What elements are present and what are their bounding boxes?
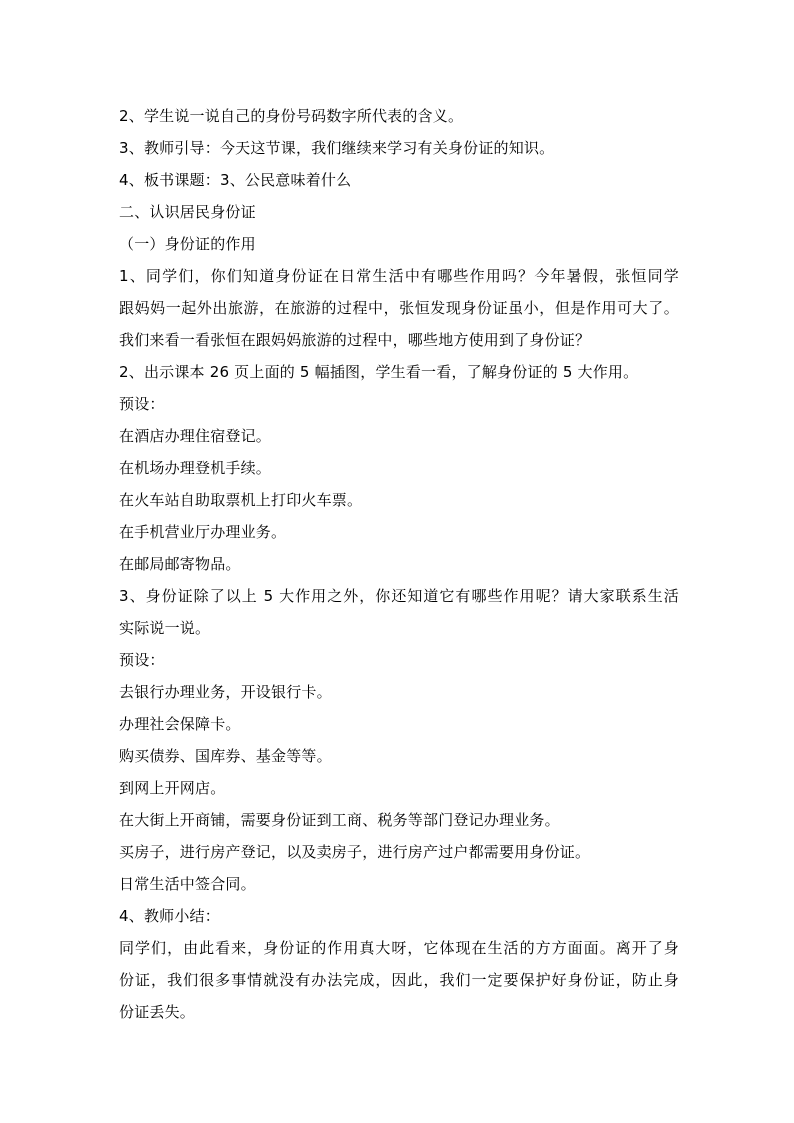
text-line: 同学们，由此看来，身份证的作用真大呀，它体现在生活的方方面面。离开了身 [119,939,679,957]
text-line: 份证，我们很多事情就没有办法完成，因此，我们一定要保护好身份证，防止身 [119,971,679,989]
text-line: 2、出示课本 26 页上面的 5 幅插图，学生看一看，了解身份证的 5 大作用。 [119,363,639,381]
list-item: 到网上开网店。 [119,779,226,797]
text-line: 实际说一说。 [119,619,211,637]
list-item: 办理社会保障卡。 [119,715,241,733]
subsection-heading: （一）身份证的作用 [119,235,256,253]
document-body [119,100,679,1028]
list-item: 在邮局邮寄物品。 [119,555,241,573]
list-item: 去银行办理业务，开设银行卡。 [119,683,332,701]
list-item: 在手机营业厅办理业务。 [119,523,287,541]
list-item: 在机场办理登机手续。 [119,459,272,477]
text-line: 4、板书课题：3、公民意味着什么 [119,171,352,189]
text-line: 跟妈妈一起外出旅游，在旅游的过程中，张恒发现身份证虽小，但是作用可大了。 [119,299,679,317]
list-item: 在大街上开商铺，需要身份证到工商、税务等部门登记办理业务。 [119,811,560,829]
text-line: 3、教师引导：今天这节课，我们继续来学习有关身份证的知识。 [119,139,555,157]
text-line: 份证丢失。 [119,1003,196,1021]
text-line: 我们来看一看张恒在跟妈妈旅游的过程中，哪些地方使用到了身份证？ [119,331,591,349]
text-line: 2、学生说一说自己的身份号码数字所代表的含义。 [119,107,464,125]
text-line: 预设： [119,651,165,669]
list-item: 在火车站自助取票机上打印火车票。 [119,491,363,509]
text-line: 4、教师小结： [119,907,220,925]
list-item: 买房子，进行房产登记，以及卖房子，进行房产过户都需要用身份证。 [119,843,591,861]
section-heading: 二、认识居民身份证 [119,203,256,221]
list-item: 日常生活中签合同。 [119,875,256,893]
text-line: 3、身份证除了以上 5 大作用之外，你还知道它有哪些作用呢？请大家联系生活 [119,587,679,605]
list-item: 在酒店办理住宿登记。 [119,427,272,445]
text-line: 1、同学们，你们知道身份证在日常生活中有哪些作用吗？今年暑假，张恒同学 [119,267,679,285]
list-item: 购买债券、国库券、基金等等。 [119,747,332,765]
text-line: 预设： [119,395,165,413]
